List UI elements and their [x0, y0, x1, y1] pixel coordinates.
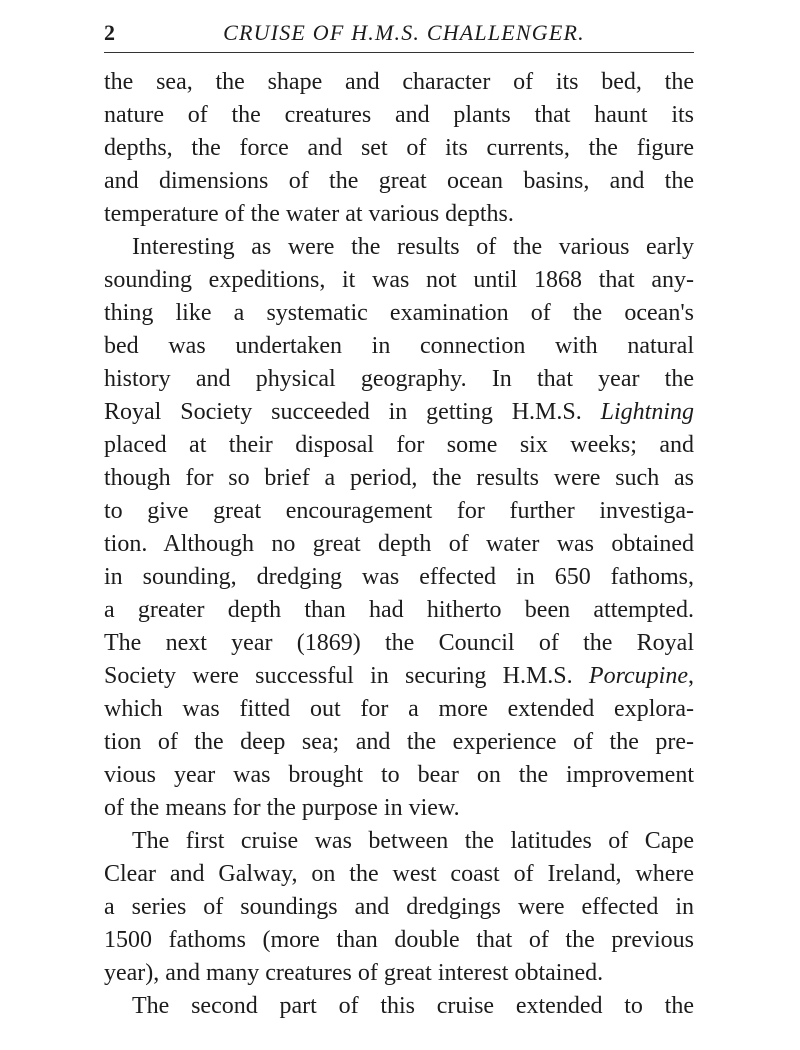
text-segment: Clear and Galway, on the west coast of Ireland, where — [104, 861, 694, 887]
text-segment: Society were successful in securing H.M.S. — [104, 663, 589, 689]
text-segment: , — [688, 663, 694, 689]
header-rule — [104, 52, 694, 53]
text-segment: bed was undertaken in connection with natural — [104, 333, 694, 359]
text-segment: to give great encouragement for further investiga- — [104, 498, 694, 524]
text-segment: a greater depth than had hitherto been attempted. — [104, 597, 694, 623]
text-line — [104, 957, 694, 990]
text-line — [104, 396, 694, 429]
paragraph — [104, 825, 694, 990]
text-segment: a series of soundings and dredgings were effected in — [104, 894, 694, 920]
text-line — [104, 693, 694, 726]
text-segment: The second part of this cruise extended to the — [132, 993, 694, 1019]
text-line — [104, 825, 694, 858]
paragraph — [104, 66, 694, 231]
paragraph — [104, 231, 694, 825]
text-line — [104, 495, 694, 528]
text-segment: of the means for the purpose in view. — [104, 795, 460, 821]
text-line — [104, 330, 694, 363]
text-segment: the sea, the shape and character of its bed, the — [104, 69, 694, 95]
text-line — [104, 66, 694, 99]
text-segment: placed at their disposal for some six weeks; and — [104, 432, 694, 458]
text-segment: tion of the deep sea; and the experience of the pre- — [104, 729, 694, 755]
text-line — [104, 627, 694, 660]
text-line — [104, 891, 694, 924]
text-line — [104, 198, 694, 231]
text-line — [104, 561, 694, 594]
text-line — [104, 264, 694, 297]
text-line — [104, 363, 694, 396]
text-segment: though for so brief a period, the results were such as — [104, 465, 694, 491]
text-line — [104, 660, 694, 693]
text-line — [104, 924, 694, 957]
text-line — [104, 858, 694, 891]
text-segment: 1500 fathoms (more than double that of the previous — [104, 927, 694, 953]
text-segment: depths, the force and set of its currents, the figure — [104, 135, 694, 161]
text-segment: and dimensions of the great ocean basins, and the — [104, 168, 694, 194]
text-line — [104, 132, 694, 165]
text-line — [104, 990, 694, 1023]
text-line — [104, 231, 694, 264]
text-line — [104, 462, 694, 495]
paragraph — [104, 990, 694, 1023]
text-line — [104, 429, 694, 462]
body-text — [104, 66, 694, 1023]
text-segment: Royal Society succeeded in getting H.M.S. — [104, 399, 601, 425]
text-segment: tion. Although no great depth of water was obtained — [104, 531, 694, 557]
text-segment: temperature of the water at various depths. — [104, 201, 514, 227]
text-segment: The first cruise was between the latitudes of Cape — [132, 828, 694, 854]
text-segment: sounding expeditions, it was not until 1868 that any- — [104, 267, 694, 293]
text-line — [104, 792, 694, 825]
text-segment: nature of the creatures and plants that haunt its — [104, 102, 694, 128]
ship-name: Porcupine — [588, 663, 688, 689]
text-segment: The next year (1869) the Council of the Royal — [104, 630, 694, 656]
text-segment: history and physical geography. In that year the — [104, 366, 694, 392]
text-line — [104, 297, 694, 330]
text-segment: year), and many creatures of great interest obtained. — [104, 960, 604, 986]
page-number: 2 — [104, 20, 115, 45]
text-line — [104, 165, 694, 198]
text-segment: thing like a systematic examination of the ocean's — [104, 300, 694, 326]
text-line — [104, 594, 694, 627]
text-line — [104, 759, 694, 792]
ship-name: Lightning — [600, 399, 694, 425]
running-title: CRUISE OF H.M.S. CHALLENGER. — [223, 20, 585, 45]
text-segment: in sounding, dredging was effected in 650 fathoms, — [104, 564, 694, 590]
text-segment: vious year was brought to bear on the improvement — [104, 762, 694, 788]
page-header — [104, 18, 694, 50]
text-segment: Interesting as were the results of the various early — [132, 234, 694, 260]
text-segment: which was fitted out for a more extended explora- — [104, 696, 694, 722]
text-line — [104, 528, 694, 561]
text-line — [104, 726, 694, 759]
text-line — [104, 99, 694, 132]
